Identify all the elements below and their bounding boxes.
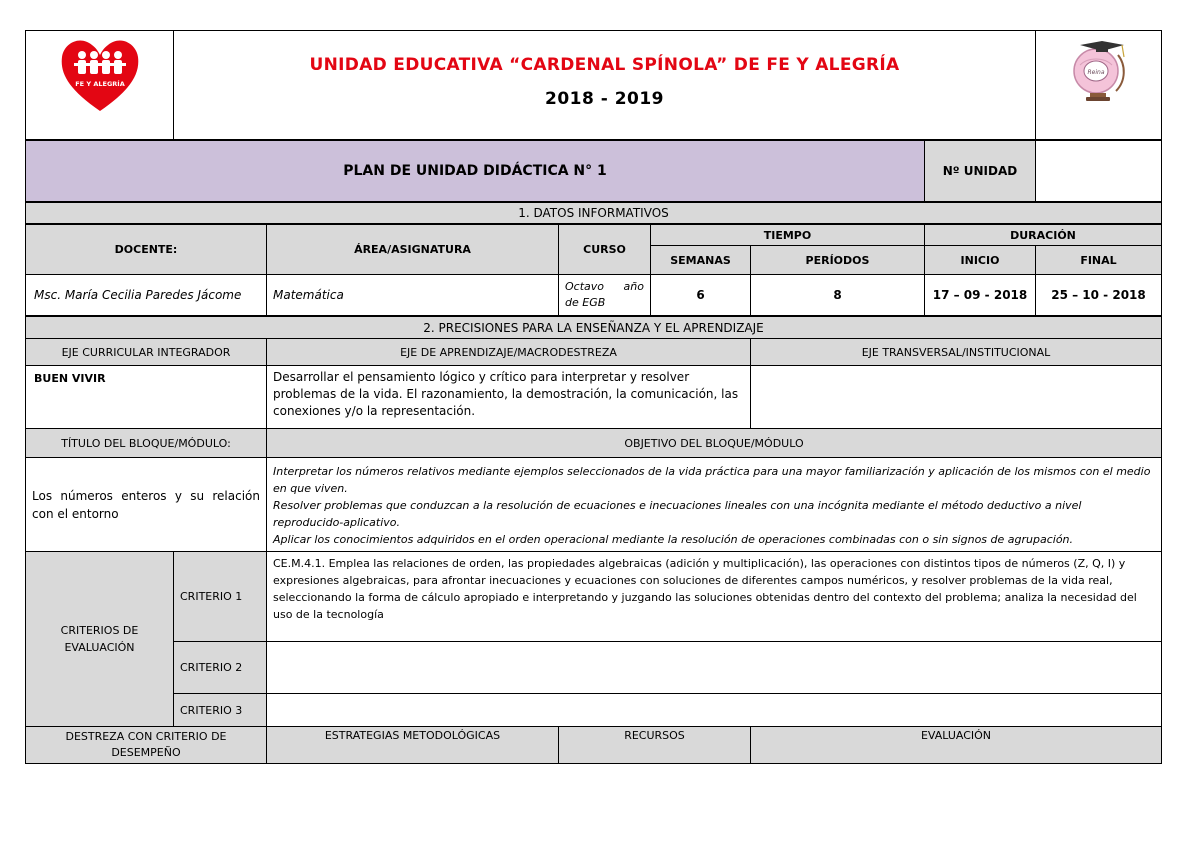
col-eje-curricular: EJE CURRICULAR INTEGRADOR: [25, 338, 267, 366]
col-duracion: DURACIÓN: [924, 224, 1162, 246]
col-objetivo-bloque: OBJETIVO DEL BLOQUE/MÓDULO: [266, 428, 1162, 458]
col-area: ÁREA/ASIGNATURA: [266, 224, 559, 275]
eje-aprendizaje-value: Desarrollar el pensamiento lógico y crítico para interpretar y resolver problemas de la vida. El razonamiento, la demostración, la comunicación, las conexiones y/o la representación.: [266, 365, 751, 429]
inicio-value: 17 – 09 - 2018: [924, 274, 1036, 316]
section1-heading: 1. DATOS INFORMATIVOS: [25, 202, 1162, 224]
col-docente: DOCENTE:: [25, 224, 267, 275]
curso-value: Octavo año de EGB: [558, 274, 651, 316]
area-value: Matemática: [266, 274, 559, 316]
col-eje-transversal: EJE TRANSVERSAL/INSTITUCIONAL: [750, 338, 1162, 366]
objetivo-bloque-value: [266, 457, 1162, 552]
criterio3-text: [266, 693, 1162, 727]
unit-value: [1035, 140, 1162, 202]
mascot-cell: [1035, 30, 1162, 140]
recursos-header: RECURSOS: [558, 726, 751, 764]
logo-cell: [25, 30, 174, 140]
svg-text:FE Y ALEGRÍA: FE Y ALEGRÍA: [75, 80, 125, 88]
col-periodos: PERÍODOS: [750, 245, 925, 275]
col-semanas: SEMANAS: [650, 245, 751, 275]
criterio2-text: [266, 641, 1162, 694]
criterios-label: CRITERIOS DE EVALUACIÓN: [25, 551, 174, 727]
school-year: 2018 - 2019: [544, 89, 665, 109]
unit-label: Nº UNIDAD: [924, 140, 1036, 202]
svg-text:Reina: Reina: [1087, 69, 1105, 76]
institution-title: UNIDAD EDUCATIVA “CARDENAL SPÍNOLA” DE FE Y ALEGRÍA: [309, 55, 900, 75]
eje-curricular-value: BUEN VIVIR: [25, 365, 267, 429]
objetivo-2: Resolver problemas que conduzcan a la resolución de ecuaciones e inecuaciones lineales con una incógnita mediante el método deductivo a nivel reproducido-aplicativo.: [273, 499, 1082, 529]
titulo-bloque-value: [25, 457, 267, 552]
criterio2-label: CRITERIO 2: [173, 641, 267, 694]
criterio1-text: CE.M.4.1. Emplea las relaciones de orden, las propiedades algebraicas (adición y multiplicación), las operaciones con distintos tipos de números (Z, Q, I) y expresiones algebraicas, para afrontar inecuaciones y ecuaciones con soluciones de diferentes campos numéricos, y resolver problemas de la vida real, seleccionando la forma de cálculo apropiado e interpretando y juzgando las soluciones obtenidas dentro del contexto del problema; analiza la necesidad del uso de la tecnología: [266, 551, 1162, 642]
titulo-bloque-text: Los números enteros y su relación con el entorno: [32, 488, 260, 521]
final-value: 25 – 10 - 2018: [1035, 274, 1162, 316]
globe-mascot-logo: [1066, 35, 1136, 109]
destreza-header: DESTREZA CON CRITERIO DE DESEMPEÑO: [25, 726, 267, 764]
criterio1-label: CRITERIO 1: [173, 551, 267, 642]
section2-heading: 2. PRECISIONES PARA LA ENSEÑANZA Y EL APRENDIZAJE: [25, 316, 1162, 339]
evaluacion-header: EVALUACIÓN: [750, 726, 1162, 764]
docente-value: Msc. María Cecilia Paredes Jácome: [25, 274, 267, 316]
col-curso: CURSO: [558, 224, 651, 275]
periodos-value: 8: [750, 274, 925, 316]
col-titulo-bloque: TÍTULO DEL BLOQUE/MÓDULO:: [25, 428, 267, 458]
eje-transversal-value: [750, 365, 1162, 429]
col-tiempo: TIEMPO: [650, 224, 925, 246]
institution-header: [173, 30, 1036, 140]
objetivo-3: Aplicar los conocimientos adquiridos en el orden operacional mediante la resolución de operaciones combinadas con o sin signos de agrupación.: [273, 533, 1074, 546]
semanas-value: 6: [650, 274, 751, 316]
col-final: FINAL: [1035, 245, 1162, 275]
fe-y-alegria-logo: [58, 37, 142, 113]
col-eje-aprendizaje: EJE DE APRENDIZAJE/MACRODESTREZA: [266, 338, 751, 366]
plan-title: PLAN DE UNIDAD DIDÁCTICA N° 1: [25, 140, 925, 202]
objetivo-1: Interpretar los números relativos mediante ejemplos seleccionados de la vida práctica para una mayor familiarización y aplicación de los mismos con el medio en que viven.: [273, 465, 1151, 495]
col-inicio: INICIO: [924, 245, 1036, 275]
criterio3-label: CRITERIO 3: [173, 693, 267, 727]
estrategias-header: ESTRATEGIAS METODOLÓGICAS: [266, 726, 559, 764]
